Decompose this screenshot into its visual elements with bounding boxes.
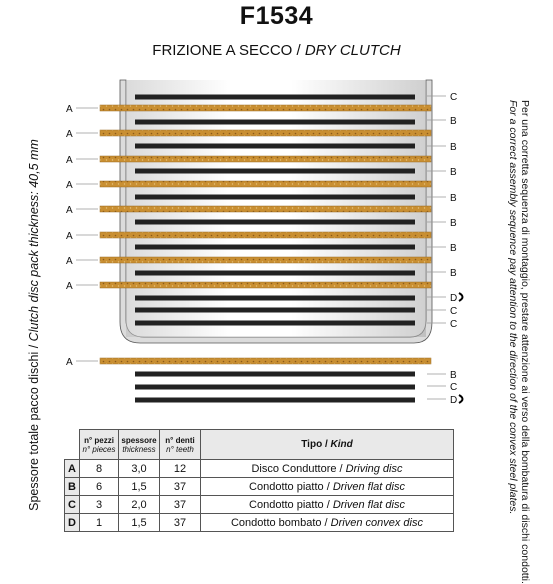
assembly-note-en: For a correct assembly sequence pay attention to the direction of the convex steel plates. xyxy=(507,100,519,515)
label-driving-disc: A xyxy=(66,104,73,115)
row-kind xyxy=(201,460,454,478)
driven-plate xyxy=(135,220,415,225)
driving-disc xyxy=(100,358,431,364)
convex-direction-icon xyxy=(459,293,463,301)
col-kind-it: Tipo / xyxy=(301,439,331,450)
row-kind-it: Condotto bombato / xyxy=(230,516,331,529)
col-thickness-it: spessore xyxy=(121,435,157,445)
col-teeth-it: n° denti xyxy=(165,435,195,445)
label-driven-plate: B xyxy=(450,193,457,204)
assembly-note-it: Per una corretta sequenza di montaggio, prestare attenzione ai verso della bombatura di dischi condotti. xyxy=(519,100,531,584)
label-driven-plate: D xyxy=(450,395,458,406)
row-thickness: 1,5 xyxy=(119,514,160,532)
table-row xyxy=(65,460,454,478)
driven-plate xyxy=(135,144,415,149)
label-driving-disc: A xyxy=(66,205,73,216)
label-driving-disc: A xyxy=(66,231,73,242)
col-teeth-en: n° teeth xyxy=(166,444,194,454)
label-driven-plate: D xyxy=(450,293,458,304)
driving-disc xyxy=(100,105,431,111)
driving-disc xyxy=(100,156,431,162)
label-driven-plate: B xyxy=(450,218,457,229)
driven-plate xyxy=(135,385,415,390)
driven-plate xyxy=(135,169,415,174)
label-driving-disc: A xyxy=(66,281,73,292)
row-pieces: 1 xyxy=(80,514,119,532)
row-kind-it: Condotto piatto / xyxy=(249,498,333,511)
driving-disc xyxy=(100,206,431,212)
driven-plate xyxy=(135,271,415,276)
driving-disc xyxy=(100,232,431,238)
page-title: F1534 xyxy=(239,2,314,30)
table-row xyxy=(65,514,454,532)
driven-plate xyxy=(135,95,415,100)
label-driving-disc: A xyxy=(66,256,73,267)
label-driving-disc: A xyxy=(66,357,73,368)
label-driven-plate: B xyxy=(450,243,457,254)
label-driving-disc: A xyxy=(66,155,73,166)
row-kind-en: Driven flat disc xyxy=(332,480,405,493)
label-driven-plate: C xyxy=(450,382,458,393)
row-teeth: 37 xyxy=(160,514,201,532)
row-kind-en: Driven flat disc xyxy=(332,498,405,511)
row-thickness: 3,0 xyxy=(119,460,160,478)
driven-plate xyxy=(135,296,415,301)
label-driven-plate: B xyxy=(450,370,457,381)
label-driven-plate: B xyxy=(450,268,457,279)
row-kind xyxy=(201,496,454,514)
col-kind-en: Kind xyxy=(330,439,353,450)
subtitle-it: FRIZIONE A SECCO / xyxy=(152,42,305,59)
row-teeth: 12 xyxy=(160,460,201,478)
driven-plate xyxy=(135,398,415,403)
row-teeth: 37 xyxy=(160,478,201,496)
driven-plate xyxy=(135,308,415,313)
col-kind xyxy=(201,430,454,460)
driven-plate xyxy=(135,120,415,125)
row-kind-en: Driving disc xyxy=(345,462,403,475)
row-code: C xyxy=(65,496,80,514)
table-row xyxy=(65,478,454,496)
subtitle-en: DRY CLUTCH xyxy=(304,42,401,59)
row-thickness: 1,5 xyxy=(119,478,160,496)
col-teeth xyxy=(160,430,201,460)
col-thickness xyxy=(119,430,160,460)
row-code: B xyxy=(65,478,80,496)
row-pieces: 6 xyxy=(80,478,119,496)
row-kind-en: Driven convex disc xyxy=(330,516,423,529)
row-code: D xyxy=(65,514,80,532)
row-pieces: 3 xyxy=(80,496,119,514)
driven-plate xyxy=(135,195,415,200)
label-driven-plate: C xyxy=(450,306,458,317)
col-pieces-it: n° pezzi xyxy=(84,435,114,445)
convex-direction-icon xyxy=(459,395,463,403)
label-driven-plate: B xyxy=(450,167,457,178)
label-driven-plate: C xyxy=(450,92,458,103)
label-driven-plate: B xyxy=(450,116,457,127)
col-pieces xyxy=(80,430,119,460)
label-driven-plate: C xyxy=(450,319,458,330)
pack-thickness-it: Spessore totale pacco dischi / xyxy=(27,341,41,511)
pack-thickness-en: Clutch disc pack thickness: 40,5 mm xyxy=(27,139,41,342)
driving-disc xyxy=(100,282,431,288)
table-header-row xyxy=(65,430,454,460)
driven-plate xyxy=(135,372,415,377)
col-thickness-en: thickness xyxy=(122,444,156,454)
row-teeth: 37 xyxy=(160,496,201,514)
col-pieces-en: n° pieces xyxy=(82,444,116,454)
row-kind xyxy=(201,478,454,496)
driving-disc xyxy=(100,257,431,263)
driven-plate xyxy=(135,321,415,326)
row-thickness: 2,0 xyxy=(119,496,160,514)
label-driving-disc: A xyxy=(66,129,73,140)
label-driven-plate: B xyxy=(450,142,457,153)
row-code: A xyxy=(65,460,80,478)
corner-cell xyxy=(65,430,80,460)
driving-disc xyxy=(100,130,431,136)
row-pieces: 8 xyxy=(80,460,119,478)
table-row xyxy=(65,496,454,514)
row-kind-it: Disco Conduttore / xyxy=(251,462,346,475)
row-kind-it: Condotto piatto / xyxy=(249,480,333,493)
driving-disc xyxy=(100,181,431,187)
parts-table xyxy=(64,429,454,532)
label-driving-disc: A xyxy=(66,180,73,191)
row-kind xyxy=(201,514,454,532)
driven-plate xyxy=(135,245,415,250)
